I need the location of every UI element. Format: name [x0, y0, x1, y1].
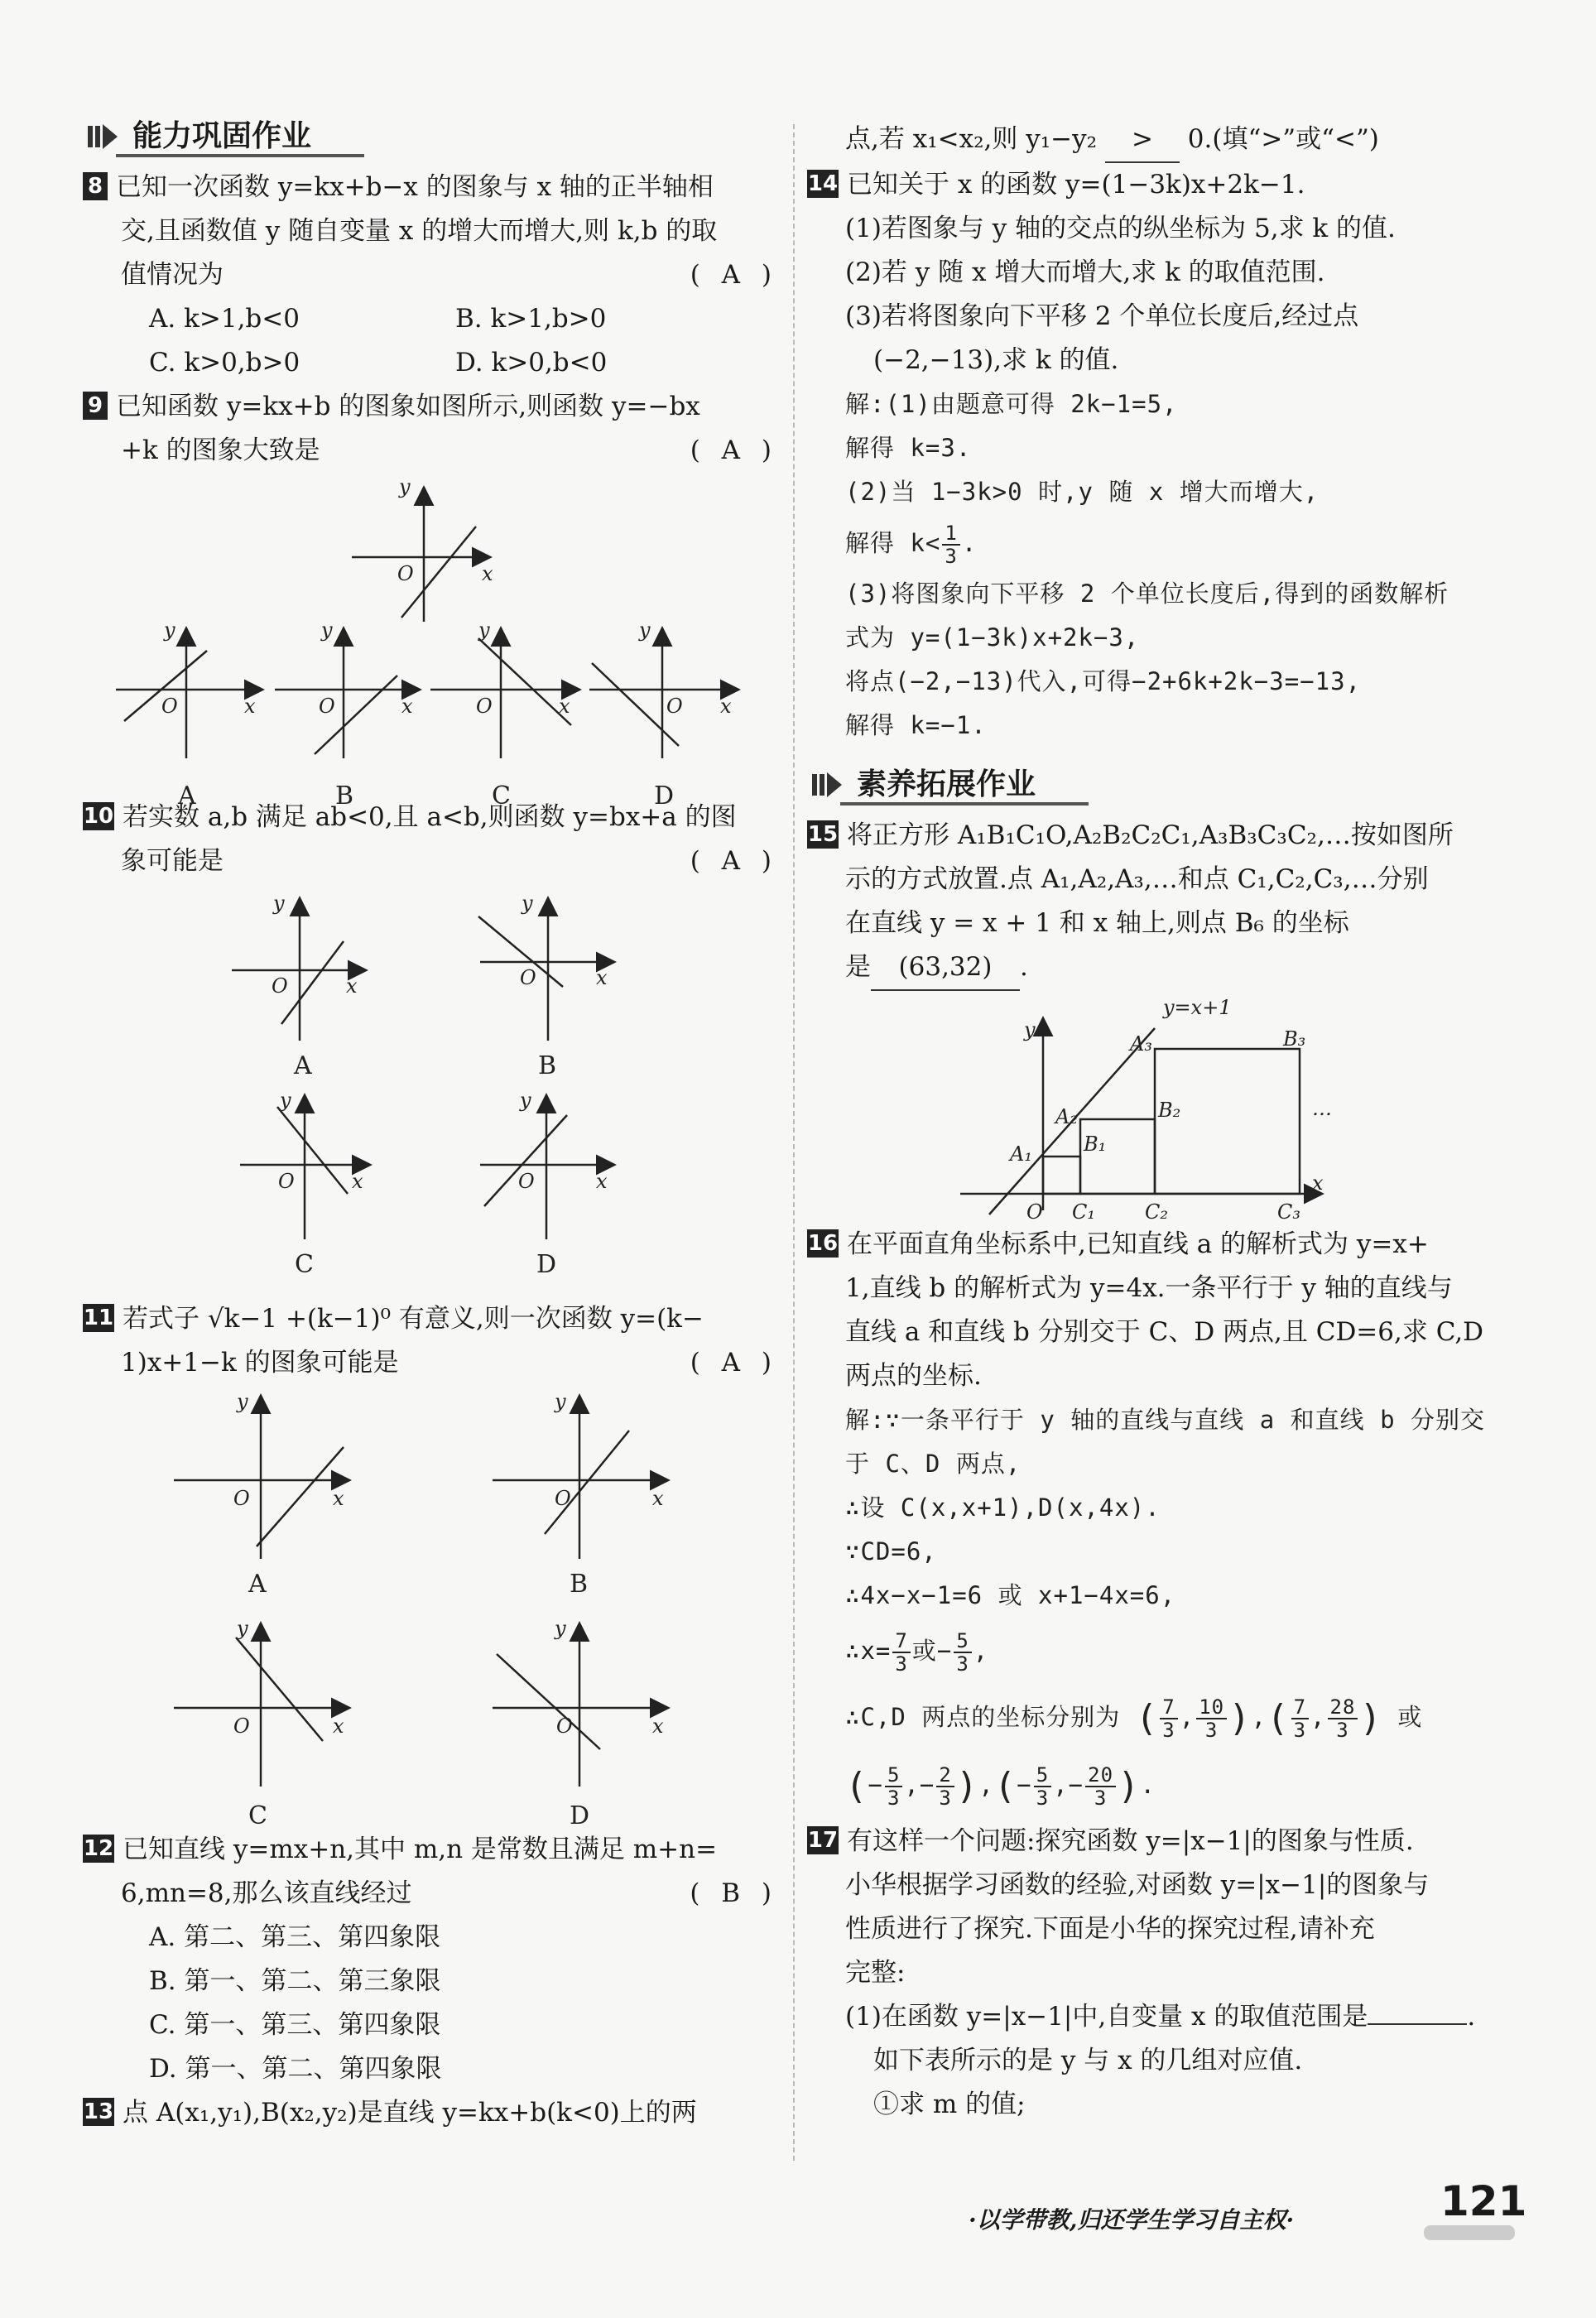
axis-label: x — [482, 562, 493, 585]
svg-text:O: O — [555, 1487, 571, 1510]
question-13-continued — [807, 118, 1502, 163]
solution-line: 解得 k=3. — [845, 434, 972, 462]
svg-text:D: D — [536, 1250, 557, 1279]
svg-text:x: x — [652, 1714, 664, 1738]
axis-label: x — [244, 695, 256, 718]
question-number: 17 — [807, 1828, 839, 1853]
svg-text:O: O — [520, 966, 536, 989]
fraction: $\frac{1}{3}$ — [942, 522, 959, 567]
question-number: 10 — [83, 804, 114, 829]
answer-bracket: ( A ) — [690, 846, 778, 876]
graph-line-d — [497, 1654, 600, 1749]
svg-text:O: O — [518, 1170, 535, 1193]
question-part: ①求 m 的值; — [873, 2090, 1026, 2119]
question-text: 点 A(x₁,y₁),B(x₂,y₂)是直线 y=kx+b(k<0)上的两 — [123, 2098, 697, 2128]
solution-line: ∴x= — [845, 1637, 892, 1665]
answer-bracket: ( A ) — [690, 260, 778, 290]
q11-figures — [83, 1385, 778, 1849]
solution-line: 式为 y=(1−3k)x+2k−3, — [845, 623, 1140, 652]
svg-text:x: x — [1312, 1171, 1324, 1195]
question-text: 值情况为 — [121, 260, 224, 290]
question-number: 9 — [83, 392, 108, 420]
svg-text:y: y — [237, 1617, 248, 1640]
option-b: B. 第一、第二、第三象限 — [149, 1966, 441, 1996]
option-c: C. 第一、第三、第四象限 — [149, 2010, 441, 2040]
question-text: 象可能是 — [121, 846, 224, 876]
page-number-bar — [1424, 2225, 1515, 2240]
question-number: 14 — [807, 171, 839, 196]
svg-text:B₁: B₁ — [1084, 1133, 1107, 1156]
origin-label: O — [161, 695, 178, 718]
q9-graphs-svg — [83, 473, 778, 854]
graph-line-a — [281, 941, 344, 1024]
svg-text:O: O — [233, 1487, 250, 1510]
svg-text:A: A — [248, 1570, 267, 1599]
q10-graphs-svg — [83, 883, 778, 1314]
answer-blank[interactable] — [1368, 2023, 1467, 2025]
svg-text:A: A — [294, 1051, 312, 1080]
svg-text:A₁: A₁ — [1010, 1142, 1032, 1166]
option-a: A. k>1,b<0 — [149, 304, 300, 334]
svg-text:y: y — [555, 1390, 566, 1413]
q15-squares-svg — [807, 991, 1502, 1223]
svg-text:y: y — [522, 892, 533, 915]
svg-text:x: x — [333, 1714, 344, 1738]
axis-label: x — [720, 695, 732, 718]
svg-text:y: y — [555, 1617, 566, 1640]
question-text: +k 的图象大致是 — [121, 435, 320, 465]
svg-text:x: x — [652, 1487, 664, 1510]
svg-text:B: B — [570, 1570, 589, 1599]
choice-label-c: C — [492, 781, 511, 810]
svg-text:B₂: B₂ — [1158, 1099, 1181, 1122]
svg-text:y: y — [1024, 1018, 1036, 1041]
arrow-icon — [86, 121, 119, 152]
question-text: 直线 a 和直线 b 分别交于 C、D 两点,且 CD=6,求 C,D — [845, 1317, 1484, 1347]
svg-text:…: … — [1312, 1097, 1332, 1120]
section-heading-consolidation — [83, 108, 778, 166]
svg-text:x: x — [333, 1487, 344, 1510]
question-text: 示的方式放置.点 A₁,A₂,A₃,…和点 C₁,C₂,C₃,…分别 — [845, 864, 1429, 894]
question-10 — [83, 796, 778, 1314]
svg-text:x: x — [596, 966, 608, 989]
question-text: 若式子 √k−1 +(k−1)⁰ 有意义,则一次函数 y=(k− — [123, 1304, 704, 1334]
svg-text:A₃: A₃ — [1130, 1032, 1152, 1056]
question-text: 交,且函数值 y 随自变量 x 的增大而增大,则 k,b 的取 — [121, 216, 718, 246]
footer-motto: ·以学带教,归还学生学习自主权· — [969, 2206, 1295, 2234]
page-number: 121 — [1440, 2177, 1527, 2225]
svg-text:C: C — [248, 1801, 267, 1830]
choice-label-d: D — [654, 781, 675, 810]
question-16: 16 在平面直角坐标系中,已知直线 a 的解析式为 y=x+ 1,直线 b 的解析式为 y=4x.一条平行于 y 轴的直线与 直线 a 和直线 b 分别交于 C、D 两点,且 CD=6,求 C,D 两点的坐标. 解:∵一条平行于 y 轴的直线与直线 a 和直线 b 分别交 于 C、D 两点, ∴设 C(x,x+1),D(x,4x). ∵CD=6, ∴4x−x−1=6 或 x+1−4x=6, ∴x= $\frac{7}{3}$ 或− $\frac{5}{3}$ , ∴C,D 两点的坐标分别为 ( $\frac{7}{3}$ , $\frac{10}{3}$ ),( $\frac{7}{3}$ , $\frac{28}{3}$ ) 或 (− $\frac{5}{3}$ ,− $\frac{2}{3}$ ),(− $\frac{5}{3}$ ,− $\frac{20}{3}$ ). — [807, 1229, 1486, 1810]
question-text: 小华根据学习函数的经验,对函数 y=|x−1|的图象与 — [845, 1870, 1430, 1900]
question-part: (−2,−13),求 k 的值. — [873, 345, 1119, 375]
question-number: 13 — [83, 2099, 114, 2124]
column-divider — [793, 124, 795, 2161]
solution-line: 解:(1)由题意可得 2k−1=5, — [845, 390, 1178, 418]
question-text: 已知一次函数 y=kx+b−x 的图象与 x 轴的正半轴相 — [116, 172, 714, 202]
option-d: D. k>0,b<0 — [455, 348, 608, 378]
solution-line: 将点(−2,−13)代入,可得−2+6k+2k−3=−13, — [845, 667, 1362, 695]
axis-label: y — [639, 618, 651, 642]
left-column — [83, 108, 778, 2135]
q15-figure — [807, 991, 1502, 1223]
svg-text:C: C — [295, 1250, 314, 1279]
question-text: 已知直线 y=mx+n,其中 m,n 是常数且满足 m+n= — [123, 1835, 718, 1864]
solution-line: 解得 k< — [845, 529, 941, 557]
question-text: 有这样一个问题:探究函数 y=|x−1|的图象与性质. — [847, 1826, 1414, 1856]
graph-line-c — [478, 638, 571, 725]
line-label: y=x+1 — [1163, 996, 1232, 1019]
solution-line: 解得 k=−1. — [845, 711, 987, 739]
section-title: 能力巩固作业 — [132, 119, 312, 153]
answer-blank: > — [1105, 118, 1180, 163]
question-text: 1)x+1−k 的图象可能是 — [121, 1348, 399, 1378]
option-c: C. k>0,b>0 — [149, 348, 300, 378]
svg-text:y: y — [273, 892, 285, 915]
answer-bracket: ( A ) — [690, 435, 778, 465]
q11-graphs-svg — [83, 1385, 778, 1849]
axis-label: y — [399, 475, 411, 498]
question-text: 若实数 a,b 满足 ab<0,且 a<b,则函数 y=bx+a 的图 — [123, 802, 737, 832]
solution-line: (3)将图象向下平移 2 个单位长度后,得到的函数解析 — [845, 580, 1449, 608]
svg-text:O: O — [272, 974, 288, 998]
square-1 — [1043, 1157, 1080, 1194]
svg-text:B: B — [538, 1051, 557, 1080]
q9-figures — [83, 473, 778, 854]
svg-text:A₂: A₂ — [1055, 1105, 1078, 1128]
question-14: 14 已知关于 x 的函数 y=(1−3k)x+2k−1. (1)若图象与 y 轴的交点的纵坐标为 5,求 k 的值. (2)若 y 随 x 增大而增大,求 k 的取值范围. (3)若将图象向下平移 2 个单位长度后,经过点 (−2,−13),求 k 的值. 解:(1)由题意可得 2k−1=5, 解得 k=3. (2)当 1−3k>0 时,y 随 x 增大而增大, 解得 k< $\frac{1}{3}$ . (3)将图象向下平移 2 个单位长度后,得到的函数解析 式为 y=(1−3k)x+2k−3, 将点(−2,−13)代入,可得−2+6k+2k−3=−13, 解得 k=−1. — [807, 170, 1449, 739]
answer-bracket: ( B ) — [690, 1878, 778, 1908]
axis-label: y — [478, 618, 490, 642]
choice-label-a: A — [178, 781, 196, 810]
question-13 — [83, 2091, 778, 2135]
svg-text:x: x — [352, 1170, 363, 1193]
question-number: 11 — [83, 1306, 114, 1330]
origin-label: O — [319, 695, 335, 718]
solution-line: 解:∵一条平行于 y 轴的直线与直线 a 和直线 b 分别交 — [845, 1406, 1486, 1434]
section-title: 素养拓展作业 — [857, 767, 1036, 801]
option-a: A. 第二、第三、第四象限 — [149, 1922, 441, 1952]
axis-label: y — [164, 618, 175, 642]
question-12 — [83, 1828, 778, 2091]
section-heading-extension — [807, 756, 1502, 814]
origin-label: O — [476, 695, 493, 718]
question-text: 将正方形 A₁B₁C₁O,A₂B₂C₂C₁,A₃B₃C₃C₂,…按如图所 — [847, 820, 1454, 850]
graph-line-b — [545, 1431, 629, 1534]
question-text: 0.(填“>”或“<”) — [1187, 124, 1379, 154]
svg-text:y: y — [237, 1390, 248, 1413]
question-text: 在直线 y = x + 1 和 x 轴上,则点 B₆ 的坐标 — [845, 908, 1349, 938]
question-17: 17 有这样一个问题:探究函数 y=|x−1|的图象与性质. 小华根据学习函数的经验,对函数 y=|x−1|的图象与 性质进行了探究.下面是小华的探究过程,请补充 完整: (1)在函数 y=|x−1|中,自变量 x 的取值范围是 . 如下表所示的是 y 与 x 的几组对应值. ①求 m 的值; — [807, 1826, 1476, 2119]
question-part: (1)在函数 y=|x−1|中,自变量 x 的取值范围是 — [845, 2002, 1368, 2032]
question-text: 已知关于 x 的函数 y=(1−3k)x+2k−1. — [847, 170, 1305, 200]
question-number: 12 — [83, 1836, 114, 1861]
svg-text:C₁: C₁ — [1072, 1200, 1095, 1223]
svg-text:O: O — [233, 1714, 250, 1738]
question-part: (1)若图象与 y 轴的交点的纵坐标为 5,求 k 的值. — [845, 214, 1396, 243]
question-part: (3)若将图象向下平移 2 个单位长度后,经过点 — [845, 301, 1359, 331]
question-text: 性质进行了探究.下面是小华的探究过程,请补充 — [845, 1914, 1375, 1944]
question-8 — [83, 166, 778, 385]
question-part: (2)若 y 随 x 增大而增大,求 k 的取值范围. — [845, 257, 1325, 287]
question-text: 完整: — [845, 1958, 906, 1988]
svg-text:x: x — [346, 974, 358, 998]
svg-text:C₂: C₂ — [1145, 1200, 1168, 1223]
question-number: 15 — [807, 822, 839, 847]
svg-text:C₃: C₃ — [1277, 1200, 1300, 1223]
answer-blank: (63,32) — [871, 945, 1020, 991]
solution-line: (2)当 1−3k>0 时,y 随 x 增大而增大, — [845, 478, 1320, 506]
question-15: 15 将正方形 A₁B₁C₁O,A₂B₂C₂C₁,A₃B₃C₃C₂,…按如图所 示的方式放置.点 A₁,A₂,A₃,…和点 C₁,C₂,C₃,…分别 在直线 y = x + 1 和 x 轴上,则点 B₆ 的坐标 是 (63,32) . y=x+1 y x O A₁ A₂ A₃ B₁ B₂ B₃ C₁ C₂ C₃ … — [807, 814, 1502, 1223]
question-text: 两点的坐标. — [845, 1361, 982, 1391]
svg-text:D: D — [570, 1801, 590, 1830]
question-text: 在平面直角坐标系中,已知直线 a 的解析式为 y=x+ — [847, 1229, 1429, 1259]
right-column — [807, 118, 1502, 2127]
origin-label: O — [666, 695, 683, 718]
solution-line: ∴设 C(x,x+1),D(x,4x). — [845, 1493, 1161, 1522]
svg-text:x: x — [596, 1170, 608, 1193]
graph-line-a — [257, 1447, 344, 1546]
axis-label: x — [559, 695, 570, 718]
svg-text:y: y — [280, 1089, 291, 1112]
question-text: 1,直线 b 的解析式为 y=4x.一条平行于 y 轴的直线与 — [845, 1273, 1453, 1303]
question-11 — [83, 1297, 778, 1849]
question-9 — [83, 385, 778, 854]
solution-line: ∵CD=6, — [845, 1537, 937, 1565]
question-text: 已知函数 y=kx+b 的图象如图所示,则函数 y=−bx — [116, 392, 700, 421]
q10-figures — [83, 883, 778, 1314]
axis-label: x — [401, 695, 413, 718]
answer-bracket: ( A ) — [690, 1348, 778, 1378]
solution-line: ∴4x−x−1=6 或 x+1−4x=6, — [845, 1581, 1176, 1609]
svg-text:O: O — [1026, 1200, 1043, 1223]
square-2 — [1080, 1119, 1155, 1194]
option-b: B. k>1,b>0 — [455, 304, 607, 334]
question-text: 是 — [845, 952, 871, 982]
option-d: D. 第一、第二、第四象限 — [149, 2054, 442, 2084]
svg-text:B₃: B₃ — [1283, 1027, 1306, 1051]
solution-line: 于 C、D 两点, — [845, 1450, 1022, 1478]
svg-text:y: y — [520, 1089, 531, 1112]
svg-text:O: O — [556, 1714, 573, 1738]
question-text: 6,mn=8,那么该直线经过 — [121, 1878, 412, 1908]
question-number: 8 — [83, 172, 108, 200]
question-number: 16 — [807, 1231, 839, 1256]
origin-label: O — [397, 562, 414, 585]
question-part: 如下表所示的是 y 与 x 的几组对应值. — [873, 2046, 1303, 2075]
svg-text:O: O — [278, 1170, 295, 1193]
question-text: 点,若 x₁<x₂,则 y₁−y₂ — [845, 124, 1098, 154]
choice-label-b: B — [335, 781, 354, 810]
axis-label: y — [321, 618, 333, 642]
arrow-icon — [810, 769, 844, 801]
solution-line: ∴C,D 两点的坐标分别为 — [845, 1703, 1121, 1731]
